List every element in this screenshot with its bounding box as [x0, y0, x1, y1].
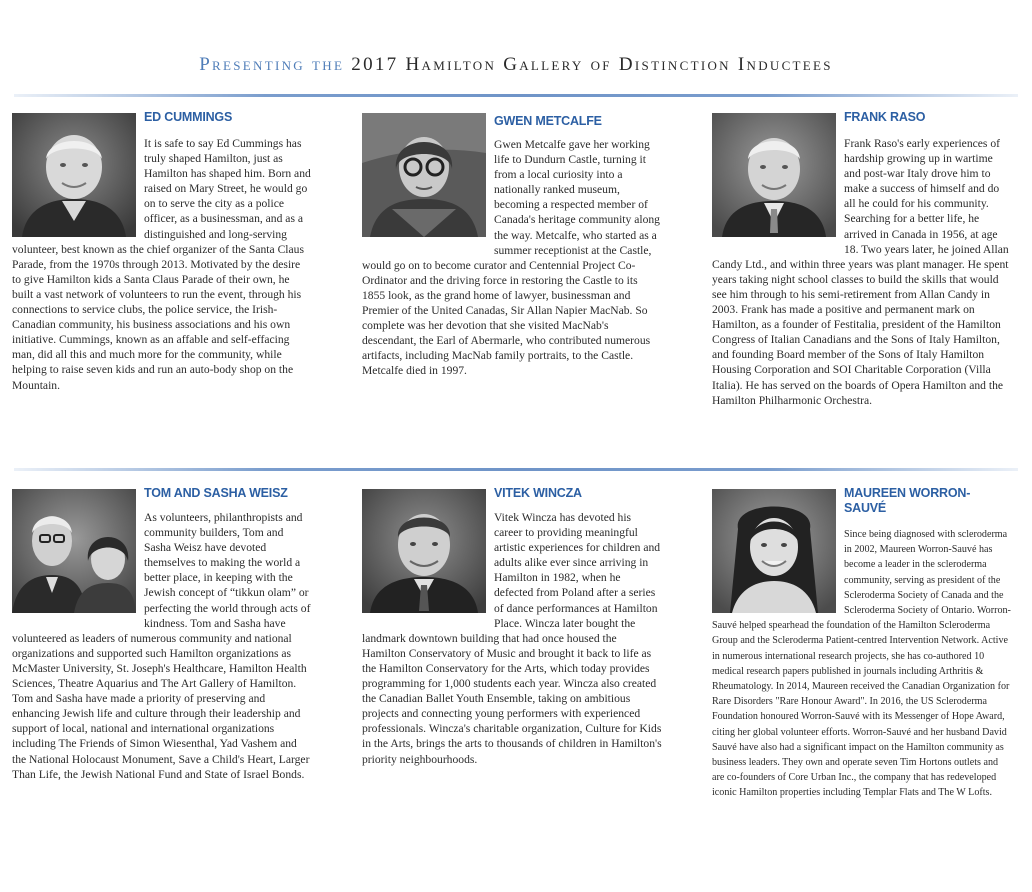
- inductee-gwen-metcalfe: [362, 112, 662, 402]
- title-main: 2017 Hamilton Gallery of Distinction Inductees: [351, 54, 833, 75]
- inductee-name: ED CUMMINGS: [144, 110, 233, 124]
- inductee-name: TOM AND SASHA WEISZ: [144, 486, 288, 500]
- page-title: [0, 54, 1032, 76]
- inductee-bio: [12, 510, 312, 782]
- inductee-name: FRANK RASO: [844, 110, 926, 124]
- inductee-bio-text: Since being diagnosed with scleroderma in 2002, Maureen Worron-Sauvé has become a leader in the scleroderma community, serving as president of the Scleroderma Society of Canada and the Scleroderma Society of Ontario. Worron-Sauvé helped spearhead the foundation of the Hamilton Scleroderma Group and the Scleroderma Patient-centred Intervention Network. Active in numerous international research projects, she has co-authored 10 medical research papers published in journals including Arthritis & Rheumatology. In 2014, Maureen received the Canadian Organization for Rare Disorders "Rare Honour Award". In 2016, the US Scleroderma Foundation honoured Worron-Sauvé with its Messenger of Hope Award, citing her global volunteer efforts. Worron-Sauvé and her husband David Sauvé have also had a significant impact on the Hamilton community as business leaders. They own and operate seven Tim Hortons outlets and are co-founders of Core Urban Inc., the company that has redeveloped iconic Hamilton properties including Templar Flats and The W Lofts.: [712, 529, 1011, 799]
- inductee-bio-text: Gwen Metcalfe gave her working life to Dundurn Castle, turning it from a local curiosity into a nationally ranked museum, becoming a respected member of Canada's heritage community along the way. Metcalfe, who started as a summer receptionist at the Castle, would go on to become curator and Centennial Project Co-Ordinator and the driving force in restoring the Castle to its 1855 look, as the grand home of lawyer, businessman and Premier of the United Canadas, Sir Allan Napier MacNab. So complete was her devotion that she visited MacNab's descendant, the Earl of Abermarle, who contributed numerous artifacts, including MacNab family portraits, to the Castle. Metcalfe died in 1997.: [362, 138, 660, 378]
- inductee-bio-text: Frank Raso's early experiences of hardship growing up in wartime and post-war Italy drove him to make a success of himself and do all he could for his community. Searching for a better life, he arrived in Canada in 1956, at age 18. Two years later, he joined Allan Candy Ltd., and within three years was plant manager. He spent years taking night school classes to build the skills that would see him through to his semi-retirement from Allan Candy in 2003. Frank has made a positive and permanent mark on Hamilton, as a founder of Festitalia, president of the Hamilton Congress of Italian Canadians and the Sons of Italy Hamilton, and founding Board member of the Sons of Italy Hamilton Housing Corporation and SOI Charitable Corporation (Villa Italia). He has served on the boards of Opera Hamilton and the Hamilton Philharmonic Orchestra.: [712, 137, 1009, 407]
- inductee-tom-and-sasha-weisz: [12, 488, 312, 818]
- title-accent: Presenting the: [199, 54, 345, 75]
- inductee-maureen-worron-sauve: [712, 488, 1012, 858]
- inductee-bio: [712, 527, 1012, 801]
- inductee-bio-text: Vitek Wincza has devoted his career to providing meaningful artistic experiences for children and adults alike ever since arriving in Hamilton in 1982, when he defected from Poland after a series of dance performances at Hamilton Place. Wincza later bought the landmark downtown building that had once housed the Hamilton Conservatory of Music and brought it back to life as the Hamilton Conservatory for the Arts, which today provides programming for 1,000 students each year. Wincza also created the Canadian Ballet Youth Ensemble, taking on ambitious projects and connecting young performers with experienced professionals. Wincza's charitable organization, Culture for Kids in the Arts, brings the arts to thousands of children in Hamilton's priority neighbourhoods.: [362, 511, 662, 766]
- inductee-bio: [362, 510, 662, 767]
- top-divider: [14, 94, 1018, 97]
- inductee-bio-text: As volunteers, philanthropists and community builders, Tom and Sasha Weisz have devoted themselves to making the world a better place, in keeping with the Jewish concept of “tikkun olam” or perfecting the world through acts of kindness. Tom and Sasha have volunteered as leaders of numerous community and national organizations and supported such Hamilton organizations as McMaster University, St. Joseph's Healthcare, Hamilton Health Sciences, Theatre Aquarius and The Art Gallery of Hamilton. Tom and Sasha have made a priority of preserving and enhancing Jewish life and culture through their leadership and support of local, national and international organizations including The Friends of Simon Wiesenthal, Yad Vashem and the National Holocaust Monument, Save a Child's Heart, Larger Than Life, the Jewish National Fund and State of Israel Bonds.: [12, 511, 311, 781]
- inductee-bio: [712, 136, 1012, 408]
- inductee-vitek-wincza: [362, 488, 662, 798]
- inductee-bio-text: It is safe to say Ed Cummings has truly shaped Hamilton, just as Hamilton has shaped him. Born and raised on Mary Street, he would go on to serve the city as a police officer, as a businessman, and as a distinguished and long-serving volunteer, best known as the chief organizer of the Santa Claus Parade, from the 1970s through 2013. Motivated by the desire to give Hamilton kids a Santa Claus Parade of their own, he built a vast network of volunteers to run the event, through his connections to service clubs, the police service, the Irish-Canadian community, his business associations and his own initiative. Cummings, known as an affable and self-effacing man, did all this and much more for the community, while helping to raise seven kids and run an auto-body shop on the Mountain.: [12, 137, 311, 392]
- inductee-ed-cummings: [12, 112, 312, 432]
- inductee-bio: [362, 137, 662, 379]
- inductee-name: GWEN METCALFE: [494, 114, 602, 128]
- middle-divider: [14, 468, 1018, 471]
- inductee-name: VITEK WINCZA: [494, 486, 582, 500]
- inductee-frank-raso: [712, 112, 1012, 442]
- inductee-name: MAUREEN WORRON-SAUVÉ: [844, 486, 971, 515]
- inductee-bio: [12, 136, 312, 393]
